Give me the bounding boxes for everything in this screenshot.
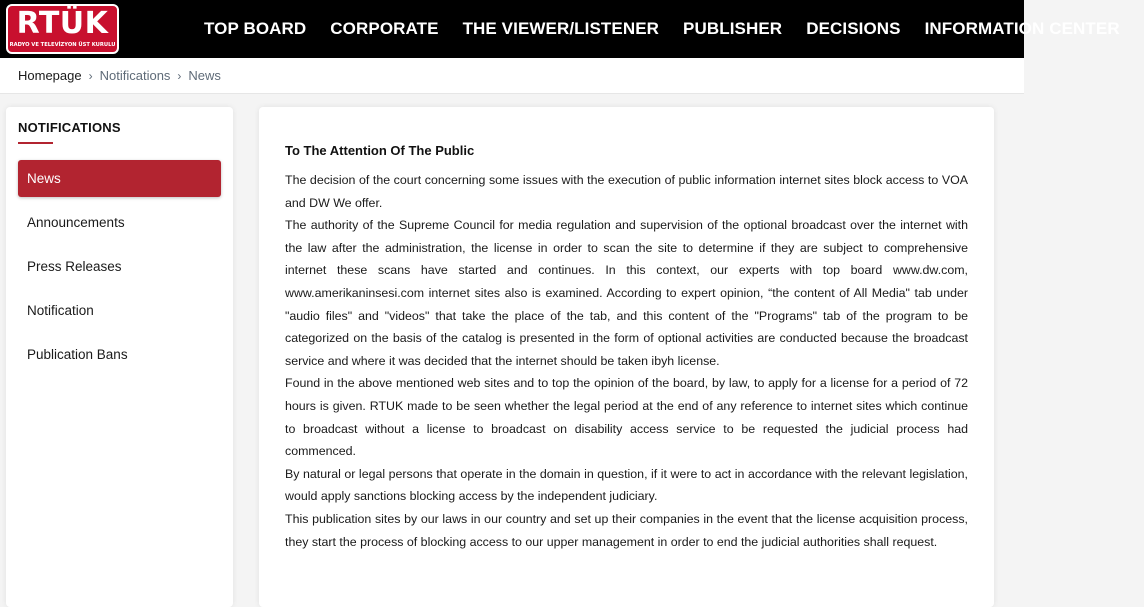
breadcrumb-separator-icon: › xyxy=(177,68,182,83)
breadcrumb-current: News xyxy=(188,68,221,83)
sidebar-item-publication-bans[interactable]: Publication Bans xyxy=(27,347,128,362)
nav-corporate[interactable]: CORPORATE xyxy=(330,19,439,38)
sidebar-item-notification[interactable]: Notification xyxy=(27,303,94,318)
article-title: To The Attention Of The Public xyxy=(285,143,475,158)
sidebar-title-underline xyxy=(18,142,53,144)
breadcrumb-home-link[interactable]: Homepage xyxy=(18,68,82,83)
logo-subtitle: RADYO VE TELEVİZYON ÜST KURULU xyxy=(9,42,116,48)
main-menu xyxy=(204,0,1144,58)
nav-viewer-listener[interactable]: THE VIEWER/LISTENER xyxy=(462,19,660,38)
breadcrumb xyxy=(0,58,1024,94)
nav-decisions[interactable]: DECISIONS xyxy=(806,19,901,38)
breadcrumb-notifications-link[interactable]: Notifications xyxy=(99,68,171,83)
nav-top-board[interactable]: TOP BOARD xyxy=(204,19,307,38)
sidebar-item-announcements[interactable]: Announcements xyxy=(27,215,125,230)
top-navigation-bar xyxy=(0,0,1120,58)
article-paragraph: By natural or legal persons that operate in the domain in question, if it were to act in accordance with the relevant legislation, would apply sanctions blocking access by the independent judiciary. xyxy=(285,466,968,504)
article-panel xyxy=(259,107,994,607)
rtuk-logo[interactable] xyxy=(6,4,119,54)
nav-information-center[interactable]: INFORMATION CENTER xyxy=(924,19,1120,38)
breadcrumb-separator-icon: › xyxy=(88,68,93,83)
logo-wordmark: RTÜK xyxy=(16,6,109,41)
article-paragraph: The authority of the Supreme Council for media regulation and supervision of the optional broadcast over the internet with the law after the administration, the license in order to scan the site to determine if they are subject to comprehensive internet these scans have started and continues. In this context, our experts with top board www.dw.com, www.amerikaninsesi.com internet sites also is examined. According to expert opinion, “the content of All Media" tab under "audio files" and "videos" that take the place of the tab, and this content of the "Programs" tab of the program to be categorized on the basis of the catalog is presented in the form of optional activities are conducted because the broadcast service and where it was decided that the internet should be taken ibyh license. xyxy=(285,218,968,368)
article-paragraph: Found in the above mentioned web sites and to top the opinion of the board, by law, to apply for a license for a period of 72 hours is given. RTUK made to be seen whether the legal period at the end of any reference to internet sites which continue to broadcast without a license to broadcast on disability access service to be requested the judicial process had commenced. xyxy=(285,376,968,459)
sidebar-item-news[interactable]: News xyxy=(18,160,221,197)
article-paragraph: The decision of the court concerning some issues with the execution of public information internet sites block access to VOA and DW We offer. xyxy=(285,173,968,210)
sidebar xyxy=(6,107,233,607)
sidebar-title: NOTIFICATIONS xyxy=(18,120,121,135)
sidebar-item-press-releases[interactable]: Press Releases xyxy=(27,259,122,274)
article-paragraph: This publication sites by our laws in our country and set up their companies in the event that the license acquisition process, they start the process of blocking access to our upper management in order to end the judicial authorities shall request. xyxy=(285,511,968,549)
nav-publisher[interactable]: PUBLISHER xyxy=(683,19,783,38)
